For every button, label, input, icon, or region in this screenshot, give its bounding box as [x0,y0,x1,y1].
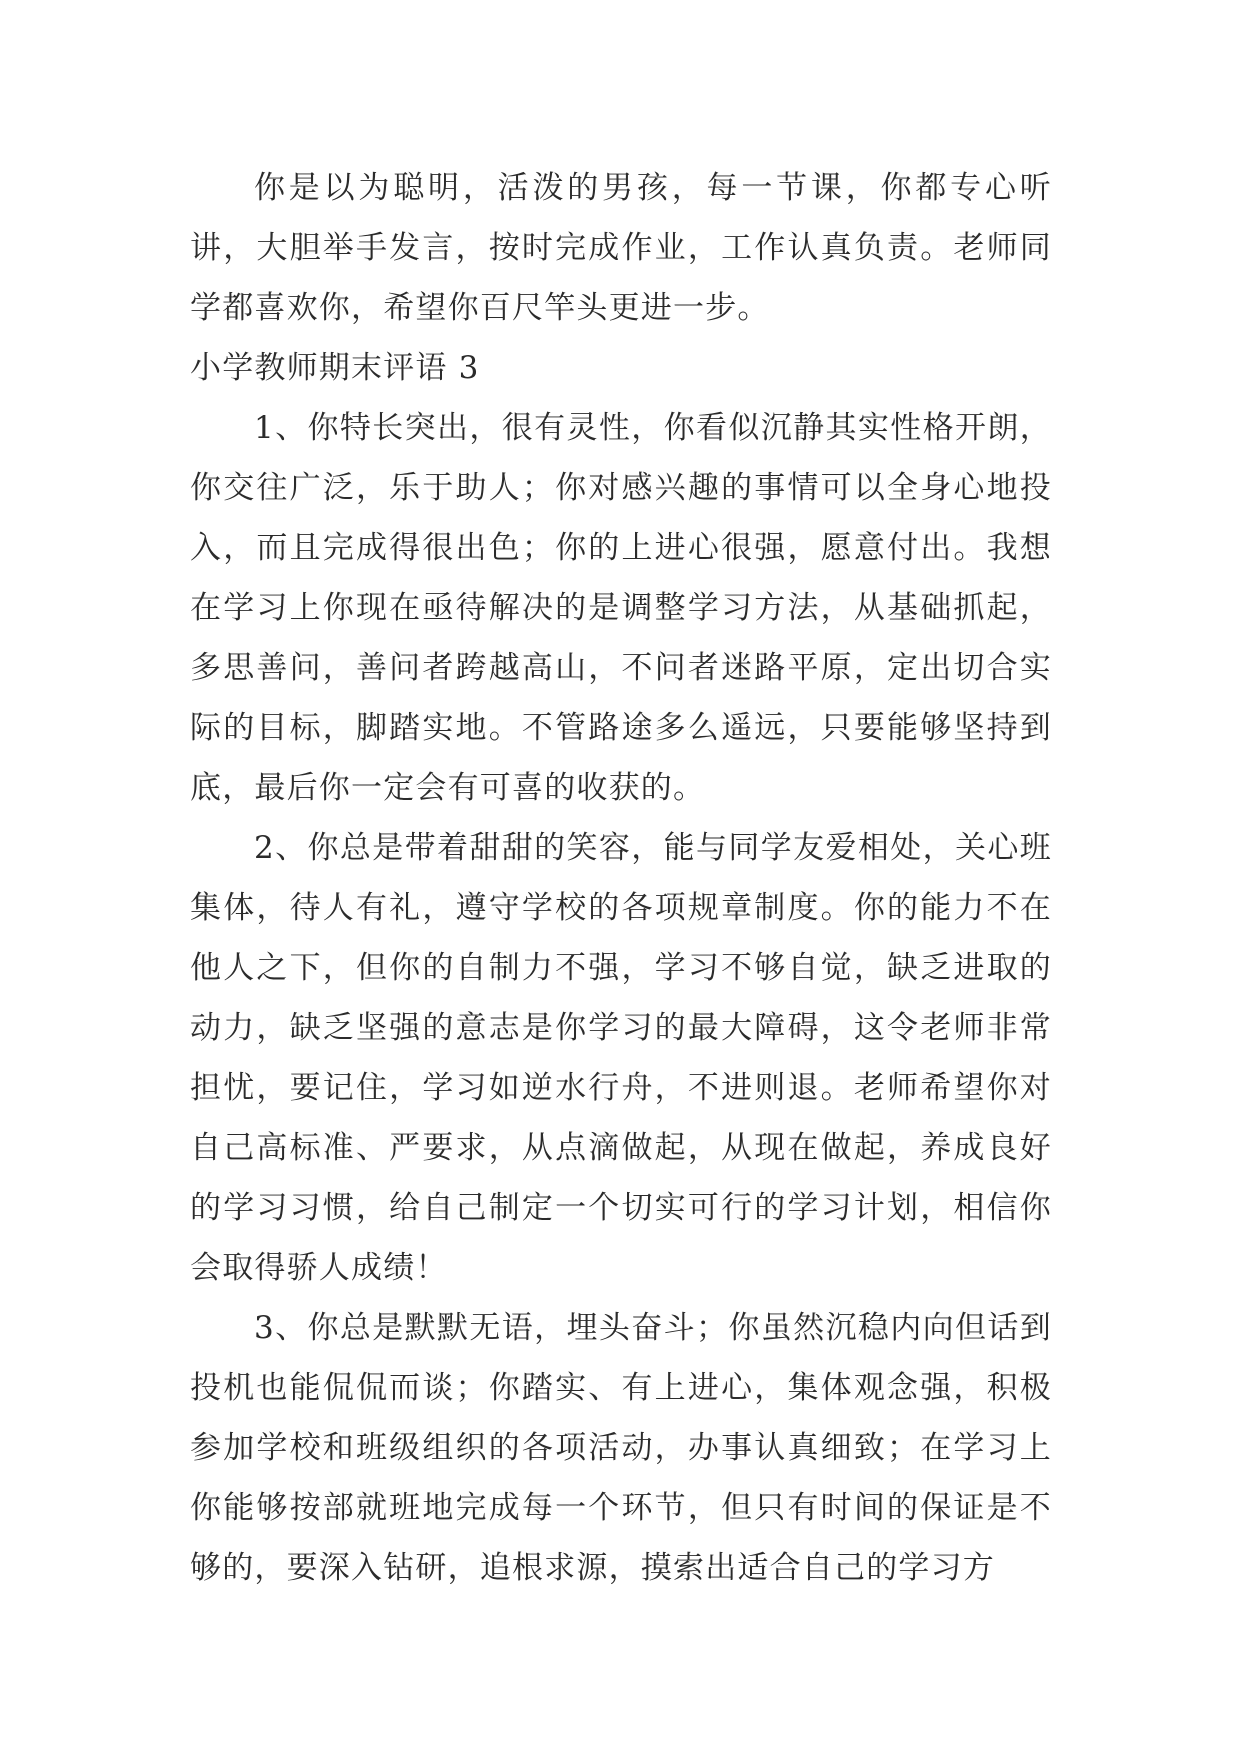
comment-item-3: 3、你总是默默无语，埋头奋斗；你虽然沉稳内向但话到投机也能侃侃而谈；你踏实、有上进心，集体观念强，积极参加学校和班级组织的各项活动，办事认真细致；在学习上你能够按部就班地完成每一个环节，但只有时间的保证是不够的，要深入钻研，追根求源，摸索出适合自己的学习方 [190,1310,1052,1586]
comment-item-1: 1、你特长突出，很有灵性，你看似沉静其实性格开朗，你交往广泛，乐于助人；你对感兴趣的事情可以全身心地投入，而且完成得很出色；你的上进心很强，愿意付出。我想在学习上你现在亟待解决的是调整学习方法，从基础抓起，多思善问，善问者跨越高山，不问者迷路平原，定出切合实际的目标，脚踏实地。不管路途多么遥远，只要能够坚持到底，最后你一定会有可喜的收获的。 [190,410,1052,806]
document-body [190,158,1052,1598]
section-heading: 小学教师期末评语 3 [190,350,480,386]
paragraph-intro: 你是以为聪明，活泼的男孩，每一节课，你都专心听讲，大胆举手发言，按时完成作业，工作认真负责。老师同学都喜欢你，希望你百尺竿头更进一步。 [190,170,1052,326]
comment-item-2: 2、你总是带着甜甜的笑容，能与同学友爱相处，关心班集体，待人有礼，遵守学校的各项规章制度。你的能力不在他人之下，但你的自制力不强，学习不够自觉，缺乏进取的动力，缺乏坚强的意志是你学习的最大障碍，这令老师非常担忧，要记住，学习如逆水行舟，不进则退。老师希望你对自己高标准、严要求，从点滴做起，从现在做起，养成良好的学习习惯，给自己制定一个切实可行的学习计划，相信你会取得骄人成绩！ [190,830,1052,1286]
